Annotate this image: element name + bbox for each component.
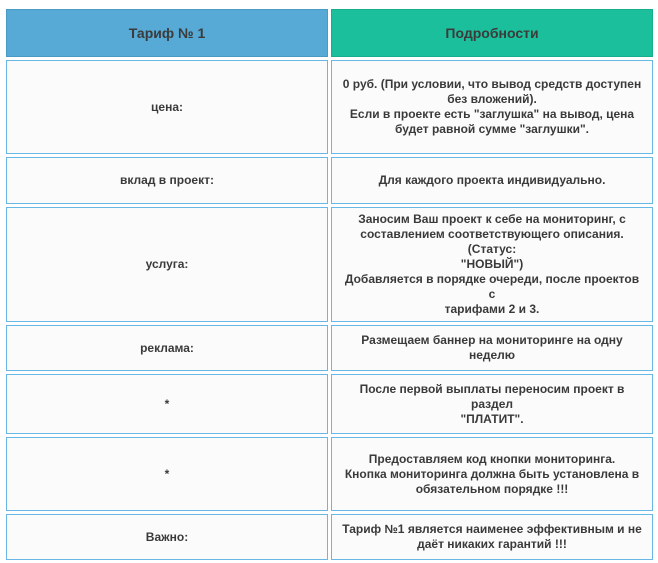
- row-details-button-code: [331, 437, 653, 511]
- row-details-service: [331, 207, 653, 322]
- detail-line: Для каждого проекта индивидуально.: [378, 173, 606, 187]
- table-row: [6, 207, 653, 322]
- detail-line: Заносим Ваш проект к себе на мониторинг, с: [358, 212, 626, 226]
- row-details-important: [331, 514, 653, 560]
- detail-line: После первой выплаты переносим проект в раздел: [359, 381, 625, 411]
- detail-line: без вложений).: [447, 92, 537, 106]
- table-row: [6, 514, 653, 560]
- detail-line: Размещаем баннер на мониторинге на одну неделю: [361, 333, 623, 362]
- details-column-header: Подробности: [331, 9, 653, 57]
- row-label-service: услуга:: [6, 207, 328, 322]
- table-header-row: [6, 9, 653, 57]
- table-row: [6, 437, 653, 511]
- row-details-price: [331, 60, 653, 154]
- detail-line: Добавляется в порядке очереди, после проектов с: [344, 272, 640, 301]
- tariff-table: [3, 6, 656, 563]
- row-label-asterisk-2: *: [6, 437, 328, 511]
- table-row: [6, 60, 653, 154]
- detail-line: составлением соответствующего описания.(Статус:: [360, 227, 624, 256]
- detail-line: Предоставляем код кнопки мониторинга.: [368, 451, 616, 466]
- row-details-contribution: [331, 157, 653, 204]
- row-label-advertising: реклама:: [6, 325, 328, 371]
- detail-line: Кнопка мониторинга должна быть установлена в: [344, 466, 640, 481]
- row-label-price: цена:: [6, 60, 328, 154]
- table-row: [6, 157, 653, 204]
- detail-line: Если в проекте есть "заглушка" на вывод, цена: [349, 107, 635, 121]
- detail-line: "НОВЫЙ"): [460, 257, 524, 271]
- row-label-contribution: вклад в проект:: [6, 157, 328, 204]
- table-row: [6, 325, 653, 371]
- row-details-paying: [331, 374, 653, 434]
- row-details-advertising: [331, 325, 653, 371]
- tariff-column-header: Тариф № 1: [6, 9, 328, 57]
- row-label-important: Важно:: [6, 514, 328, 560]
- row-label-asterisk-1: *: [6, 374, 328, 434]
- detail-line: "ПЛАТИТ".: [460, 411, 524, 426]
- detail-line: 0 руб. (При условии, что вывод средств доступен: [342, 77, 642, 91]
- detail-line: обязательном порядке !!!: [415, 481, 569, 496]
- detail-line: будет равной сумме "заглушки".: [394, 122, 589, 136]
- detail-line: даёт никаких гарантий !!!: [417, 537, 567, 551]
- detail-line: Тариф №1 является наименее эффективным и не: [342, 522, 642, 536]
- detail-line: тарифами 2 и 3.: [444, 302, 540, 316]
- table-row: [6, 374, 653, 434]
